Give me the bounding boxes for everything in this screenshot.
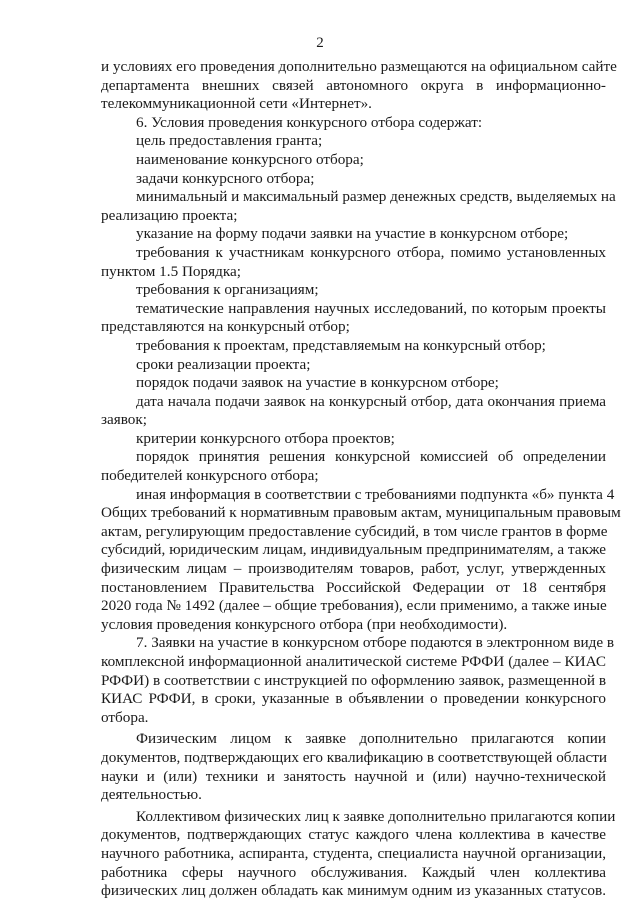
- text-line: науки и (или) техники и занятость научной и (или) научно-технической: [101, 767, 606, 785]
- text-line: требования к участникам конкурсного отбора, помимо установленных: [136, 243, 606, 261]
- text-line: и условиях его проведения дополнительно размещаются на официальном сайте: [101, 58, 617, 75]
- text-line: 6. Условия проведения конкурсного отбора содержат:: [136, 113, 483, 131]
- text-line: постановлением Правительства Российской Федерации от 18 сентября: [101, 578, 606, 596]
- text-line: научного работника, аспиранта, студента, специалиста научной организации,: [101, 844, 606, 862]
- text-line: представляются на конкурсный отбор;: [101, 318, 350, 336]
- text-line: деятельностью.: [101, 786, 202, 804]
- text-line: комплексной информационной аналитической системе РФФИ (далее – КИАС: [101, 653, 606, 670]
- text-line: тематические направления научных исследований, по которым проекты: [136, 299, 606, 317]
- text-line: требования к проектам, представляемым на конкурсный отбор;: [136, 336, 546, 354]
- document-body: [101, 58, 621, 901]
- text-line: порядок принятия решения конкурсной комиссией об определении: [136, 448, 606, 466]
- text-line: Физическим лицом к заявке дополнительно прилагаются копии: [136, 730, 606, 748]
- text-line: условия проведения конкурсного отбора (при необходимости).: [101, 615, 508, 633]
- text-line: департамента внешних связей автономного округа в информационно-: [101, 76, 606, 94]
- text-line: указание на форму подачи заявки на участие в конкурсном отборе;: [136, 225, 569, 243]
- text-line: 7. Заявки на участие в конкурсном отборе подаются в электронном виде в: [136, 634, 615, 652]
- text-line: работника сферы научного обслуживания. Каждый член коллектива: [101, 863, 606, 881]
- text-line: требования к организациям;: [136, 281, 319, 299]
- text-line: цель предоставления гранта;: [136, 132, 323, 150]
- text-line: отбора.: [101, 708, 149, 726]
- text-line: документов, подтверждающих статус каждого члена коллектива в качестве: [101, 826, 606, 844]
- text-line: иная информация в соответствии с требованиями подпункта «б» пункта 4: [136, 485, 615, 503]
- text-line: физическим лицам – производителям товаров, работ, услуг, утвержденных: [101, 560, 606, 578]
- text-line: задачи конкурсного отбора;: [136, 169, 315, 187]
- text-line: 2020 года № 1492 (далее – общие требования), если применимо, а также иные: [101, 597, 607, 615]
- text-line: критерии конкурсного отбора проектов;: [136, 429, 395, 447]
- text-line: телекоммуникационной сети «Интернет».: [101, 95, 372, 113]
- text-line: РФФИ) в соответствии с инструкцией по оформлению заявок, размещенной в: [101, 671, 606, 689]
- text-line: дата начала подачи заявок на конкурсный отбор, дата окончания приема: [136, 392, 606, 410]
- text-line: победителей конкурсного отбора;: [101, 467, 319, 485]
- text-line: сроки реализации проекта;: [136, 355, 311, 373]
- text-line: реализацию проекта;: [101, 206, 238, 224]
- text-line: физических лиц должен обладать как минимум одним из указанных статусов.: [101, 882, 606, 900]
- text-line: пунктом 1.5 Порядка;: [101, 262, 241, 280]
- text-line: документов, подтверждающих его квалификацию в соответствующей области: [101, 748, 607, 766]
- text-line: актам, регулирующим предоставление субсидий, в том числе грантов в форме: [101, 522, 608, 540]
- text-line: заявок;: [101, 411, 147, 429]
- text-line: минимальный и максимальный размер денежных средств, выделяемых на: [136, 188, 616, 206]
- text-line: субсидий, юридическим лицам, индивидуальным предпринимателям, а также: [101, 541, 606, 559]
- page-number: 2: [316, 35, 324, 51]
- text-line: наименование конкурсного отбора;: [136, 150, 364, 168]
- text-line: Общих требований к нормативным правовым актам, муниципальным правовым: [101, 504, 621, 522]
- text-line: порядок подачи заявок на участие в конкурсном отборе;: [136, 374, 499, 392]
- text-line: КИАС РФФИ, в сроки, указанные в объявлении о проведении конкурсного: [101, 690, 606, 708]
- text-line: Коллективом физических лиц к заявке дополнительно прилагаются копии: [136, 807, 616, 825]
